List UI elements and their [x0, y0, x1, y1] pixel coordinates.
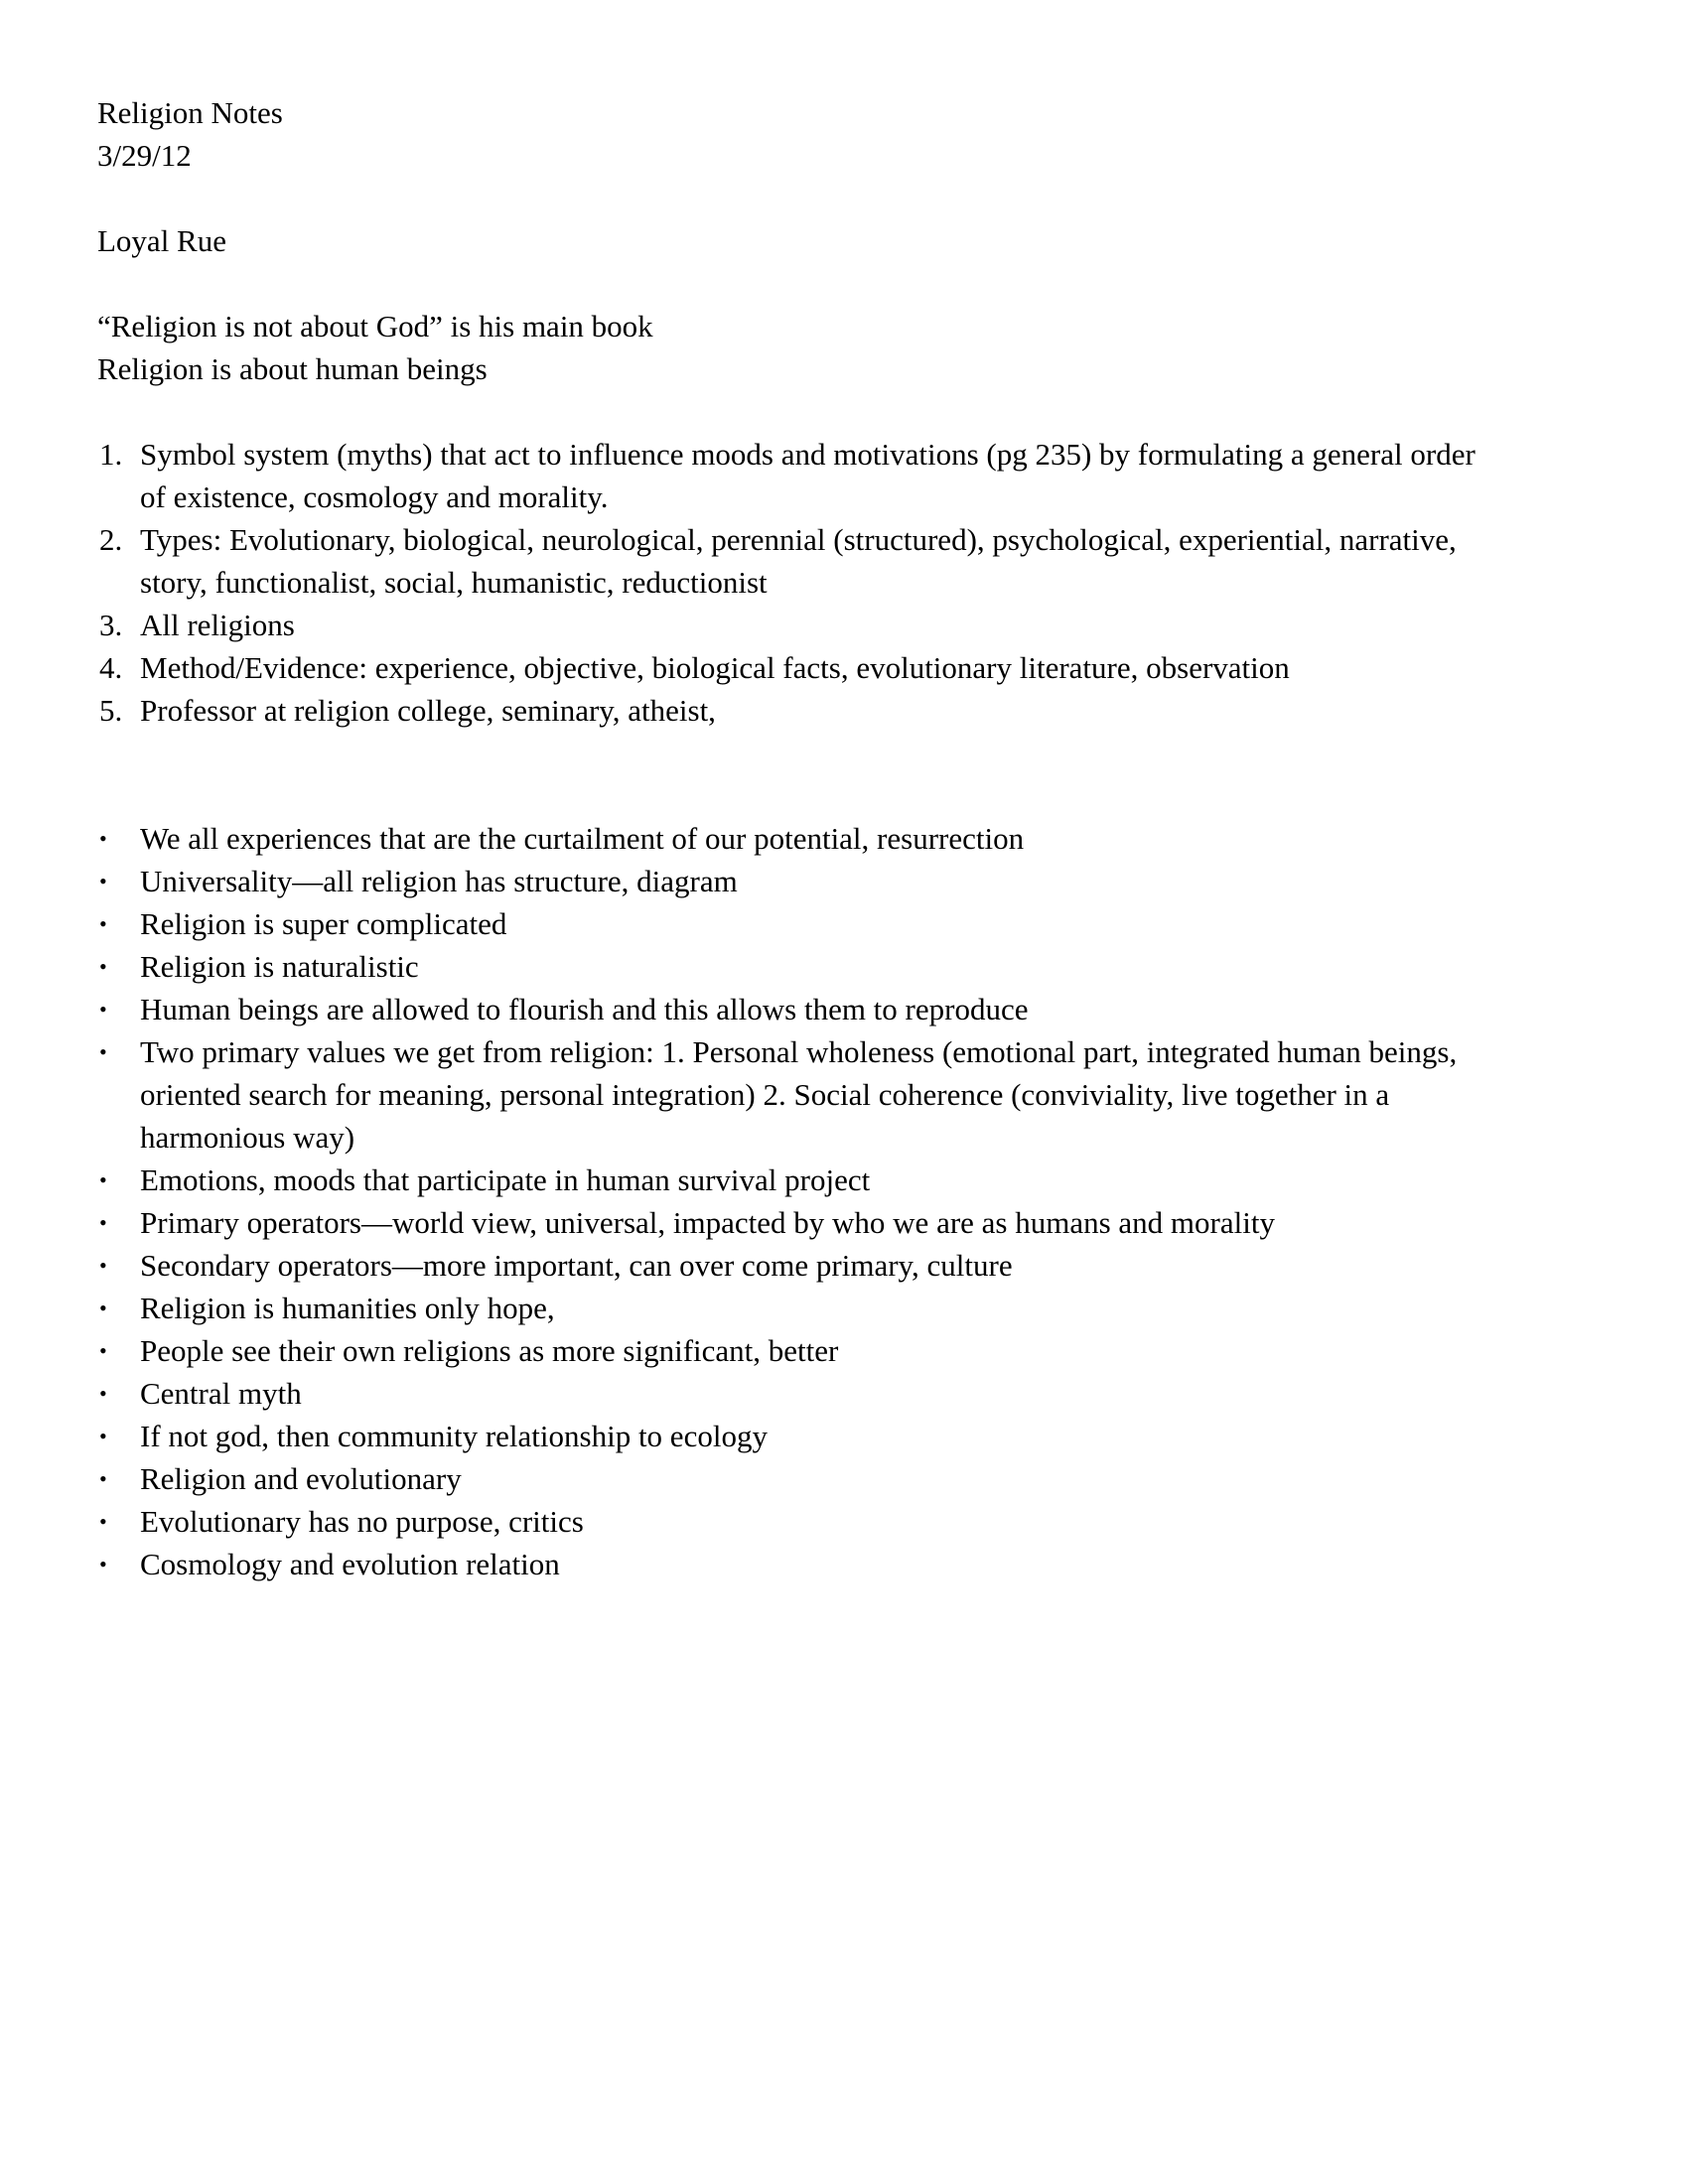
list-item-text: Religion is humanities only hope,	[140, 1291, 555, 1325]
bullet-icon: •	[99, 1338, 107, 1363]
list-item-text: Cosmology and evolution relation	[140, 1547, 560, 1581]
intro-line-thesis: Religion is about human beings	[97, 351, 488, 386]
list-item-text: Universality—all religion has structure, diagram	[140, 864, 738, 898]
intro-line-book: “Religion is not about God” is his main book	[97, 309, 653, 343]
list-item	[97, 1372, 1507, 1415]
list-item	[97, 1287, 1507, 1329]
list-item	[97, 1159, 1507, 1201]
list-item-text: If not god, then community relationship to ecology	[140, 1419, 768, 1453]
list-item-text: Religion is super complicated	[140, 906, 507, 941]
list-item	[97, 646, 1507, 689]
numbered-list	[97, 433, 1507, 732]
list-item-text: Professor at religion college, seminary, atheist,	[140, 693, 716, 728]
document-body	[97, 91, 1507, 1585]
list-item-text: Symbol system (myths) that act to influence moods and motivations (pg 235) by formulating a general order of existence, cosmology and morality.	[140, 437, 1476, 514]
bullet-icon: •	[99, 1167, 107, 1192]
spacer-between-lists	[97, 732, 1507, 817]
list-item	[97, 1500, 1507, 1543]
list-item	[97, 1415, 1507, 1457]
list-item-text: Two primary values we get from religion: 1. Personal wholeness (emotional part, integrated human beings, oriented search for meaning, personal integration) 2. Social coherence (conviviality, live together in a harmonious way)	[140, 1034, 1458, 1155]
list-item	[97, 1457, 1507, 1500]
bullet-icon: •	[99, 1424, 107, 1448]
list-marker: 3.	[99, 608, 123, 642]
list-item-text: We all experiences that are the curtailment of our potential, resurrection	[140, 821, 1025, 856]
list-item	[97, 860, 1507, 902]
bullet-icon: •	[99, 954, 107, 979]
list-item-text: Method/Evidence: experience, objective, biological facts, evolutionary literature, observation	[140, 650, 1290, 685]
bullet-icon: •	[99, 911, 107, 936]
bullet-icon: •	[99, 1253, 107, 1278]
list-item-text: Primary operators—world view, universal, impacted by who we are as humans and morality	[140, 1205, 1275, 1240]
list-item-text: Religion and evolutionary	[140, 1461, 462, 1496]
list-marker: 2.	[99, 522, 123, 557]
bullet-icon: •	[99, 1381, 107, 1406]
list-item	[97, 1030, 1507, 1159]
bullet-icon: •	[99, 997, 107, 1022]
list-item-text: Human beings are allowed to flourish and this allows them to reproduce	[140, 992, 1029, 1026]
list-marker: 4.	[99, 650, 123, 685]
list-item	[97, 433, 1507, 518]
spacer-before-numbered-list	[97, 390, 1507, 433]
list-marker: 1.	[99, 437, 123, 472]
list-item	[97, 1244, 1507, 1287]
list-item	[97, 1329, 1507, 1372]
list-item	[97, 817, 1507, 860]
bullet-icon: •	[99, 869, 107, 893]
list-item-text: People see their own religions as more significant, better	[140, 1333, 839, 1368]
list-item-text: Central myth	[140, 1376, 302, 1411]
spacer-after-date	[97, 177, 1507, 219]
author-name: Loyal Rue	[97, 223, 226, 258]
spacer-after-author	[97, 262, 1507, 305]
list-item-text: Types: Evolutionary, biological, neurological, perennial (structured), psychological, experiential, narrative, story, functionalist, social, humanistic, reductionist	[140, 522, 1457, 600]
list-item-text: All religions	[140, 608, 295, 642]
list-item	[97, 689, 1507, 732]
list-item-text: Emotions, moods that participate in human survival project	[140, 1162, 871, 1197]
bullet-icon: •	[99, 1296, 107, 1320]
list-item-text: Evolutionary has no purpose, critics	[140, 1504, 584, 1539]
bullet-icon: •	[99, 826, 107, 851]
document-date: 3/29/12	[97, 138, 192, 173]
list-item	[97, 1201, 1507, 1244]
list-marker: 5.	[99, 693, 123, 728]
list-item	[97, 988, 1507, 1030]
list-item	[97, 902, 1507, 945]
list-item	[97, 1543, 1507, 1585]
list-item	[97, 945, 1507, 988]
bulleted-list	[97, 817, 1507, 1585]
list-item-text: Religion is naturalistic	[140, 949, 419, 984]
bullet-icon: •	[99, 1210, 107, 1235]
list-item	[97, 604, 1507, 646]
list-item	[97, 518, 1507, 604]
document-title: Religion Notes	[97, 95, 283, 130]
bullet-icon: •	[99, 1039, 107, 1064]
bullet-icon: •	[99, 1466, 107, 1491]
bullet-icon: •	[99, 1552, 107, 1576]
bullet-icon: •	[99, 1509, 107, 1534]
list-item-text: Secondary operators—more important, can over come primary, culture	[140, 1248, 1013, 1283]
